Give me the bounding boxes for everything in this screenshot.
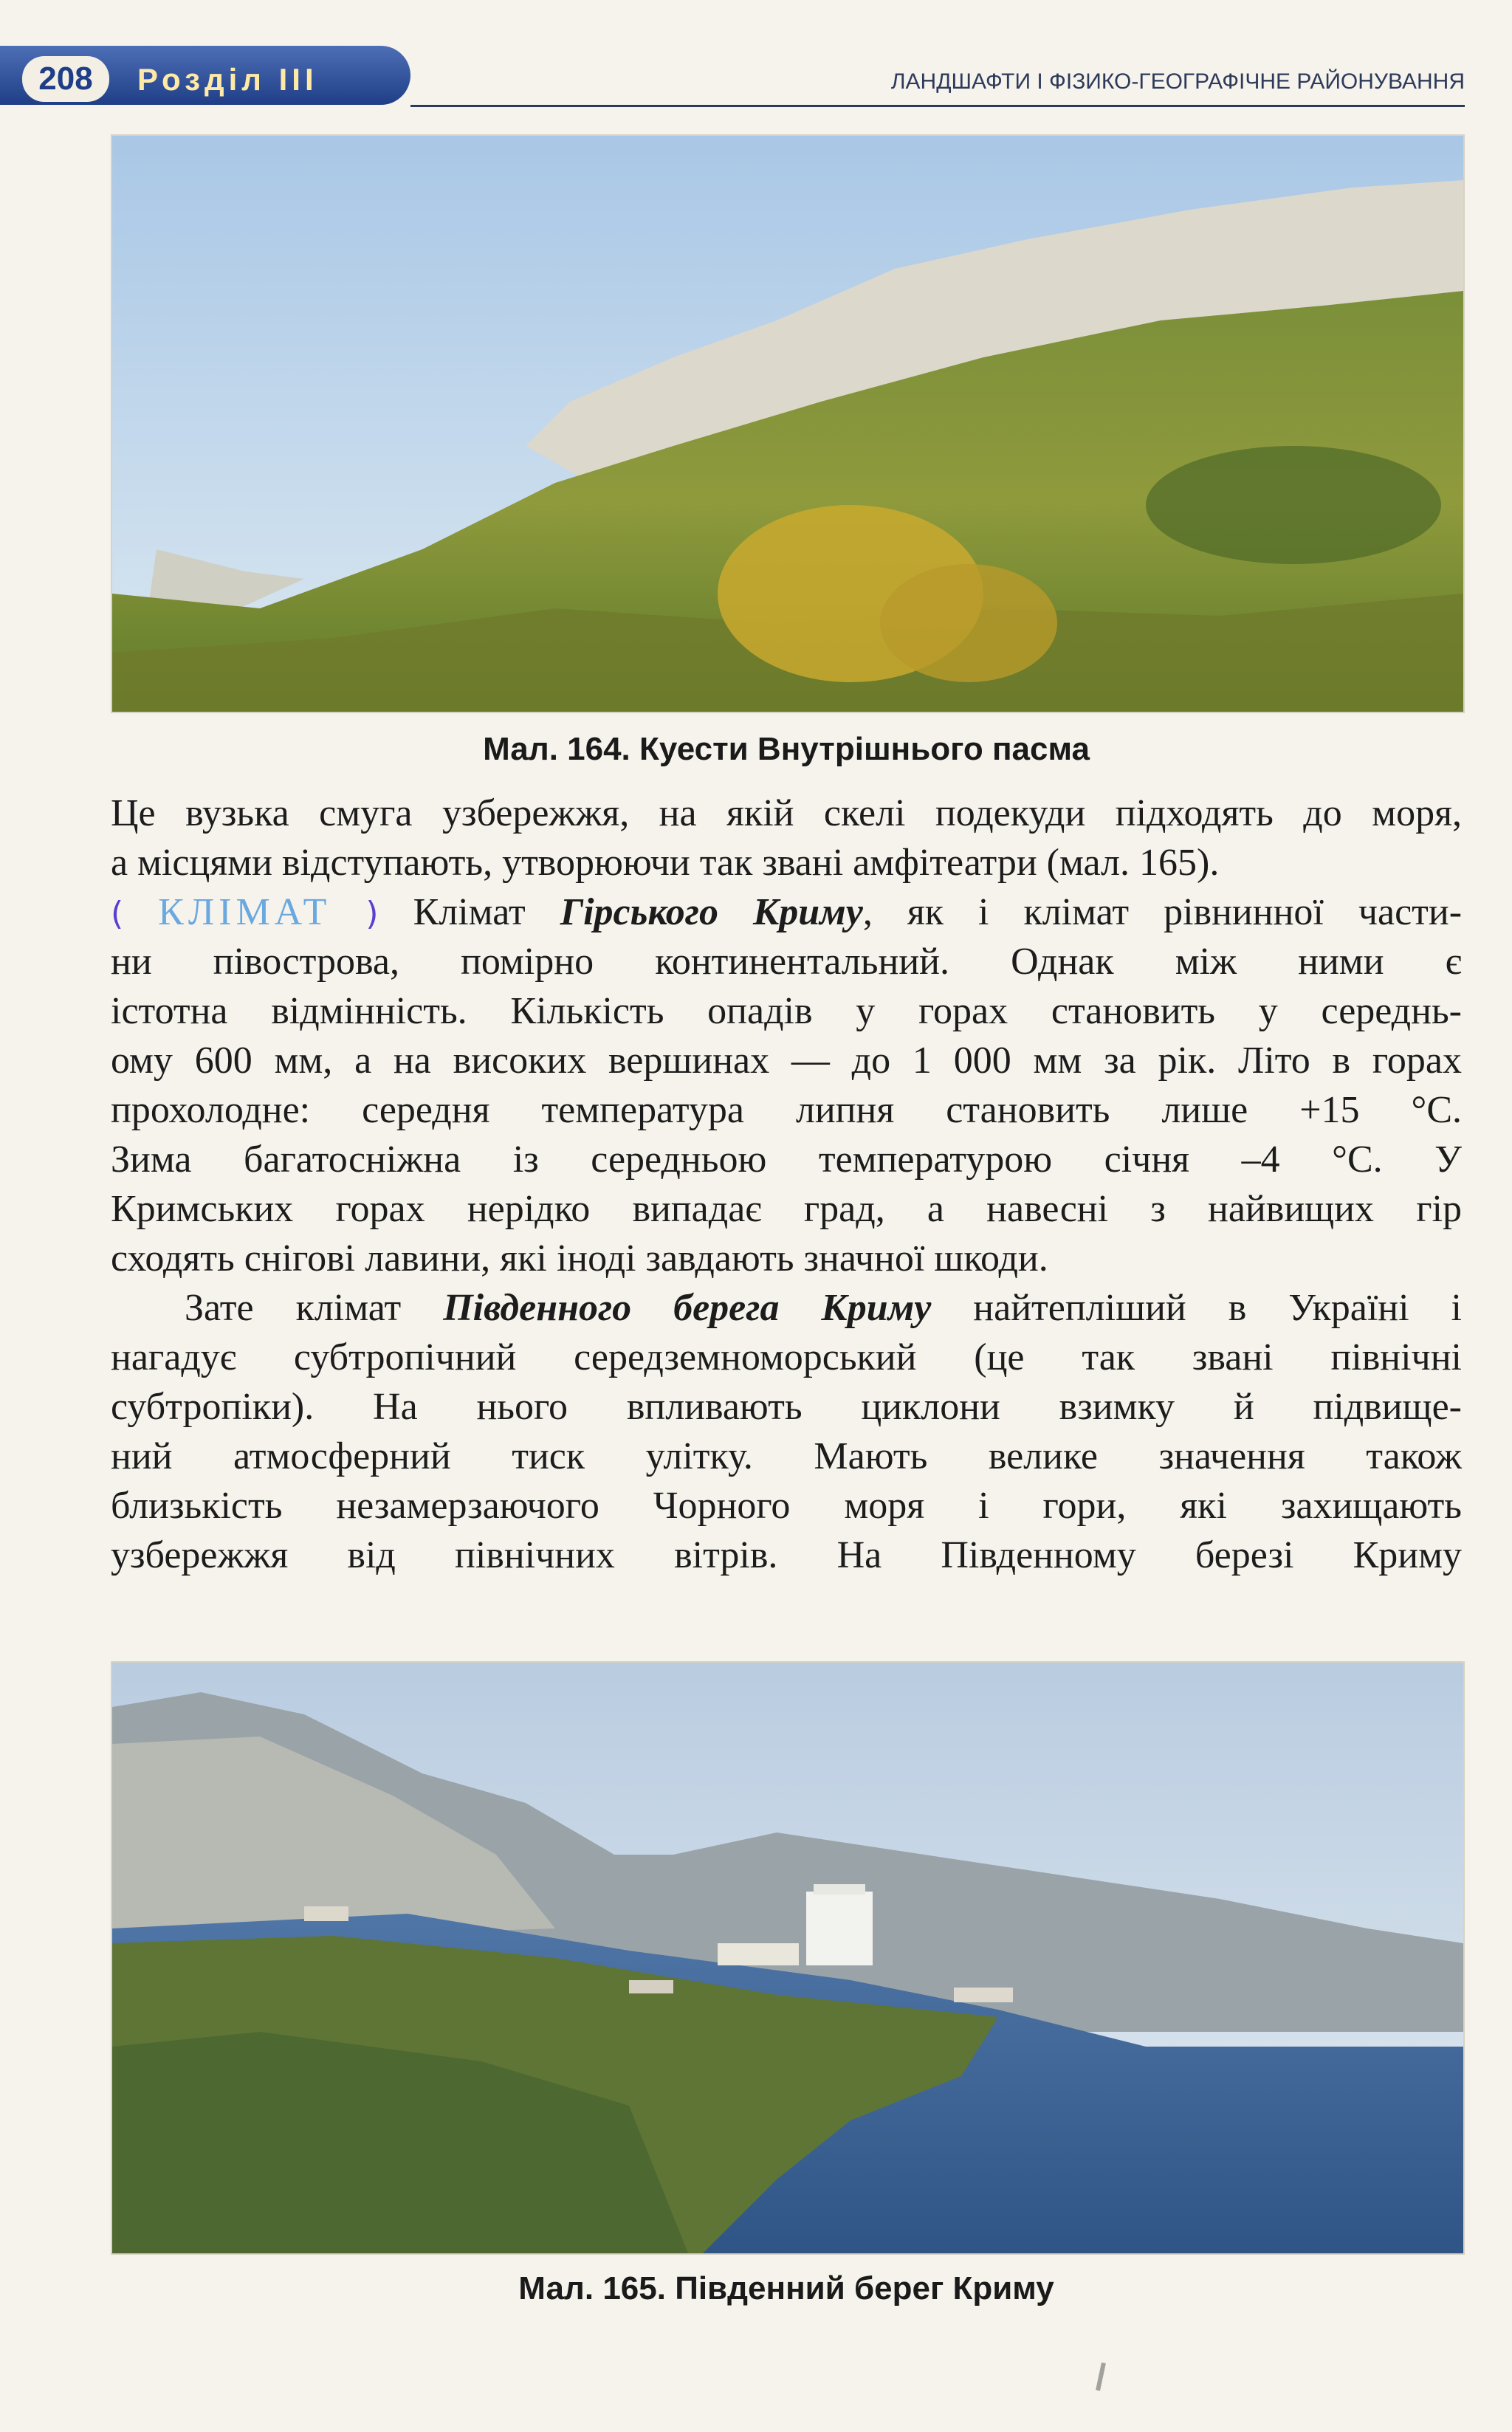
text-line: нагадує субтропічний середземноморський (це так звані північні — [111, 1336, 1462, 1378]
text-line: Це вузька смуга узбережжя, на якій скелі подекуди підходять до моря, — [111, 792, 1462, 834]
emphasis-term: Гірського Криму — [560, 891, 863, 933]
text-line: узбережжя від північних вітрів. На Південному березі Криму — [111, 1534, 1462, 1576]
text-line: Зима багатосніжна із середньою температурою січня –4 °С. У — [111, 1138, 1462, 1181]
text-line: ни півострова, помірно континентальний. Однак між ними є — [111, 941, 1462, 983]
text-span: найтепліший в Україні і — [973, 1287, 1462, 1329]
paragraph-southern-coast-climate — [111, 1283, 1462, 1580]
figure-cuestas-photo — [111, 134, 1465, 713]
header-rule — [410, 105, 1465, 107]
text-line: ний атмосферний тиск улітку. Мають велике значення також — [111, 1435, 1462, 1477]
text-span: Зате клімат — [185, 1287, 402, 1329]
text-span: , як і клімат рівнинної части- — [862, 891, 1463, 933]
coast-landscape-illustration — [112, 1663, 1463, 2253]
pen-tick-mark — [1096, 2363, 1106, 2391]
chapter-title: ЛАНДШАФТИ І ФІЗИКО-ГЕОГРАФІЧНЕ РАЙОНУВАННЯ — [890, 69, 1465, 94]
section-tab — [0, 46, 410, 105]
pen-mark-icon: ) — [365, 895, 379, 932]
text-line: сходять снігові лавини, які іноді завдають значної шкоди. — [111, 1237, 1048, 1279]
section-keyword: КЛІМАТ — [158, 891, 331, 933]
section-title: Розділ III — [137, 62, 318, 97]
text-line: ому 600 мм, а на високих вершинах — до 1 000 мм за рік. Літо в горах — [111, 1040, 1462, 1082]
text-line: субтропіки). На нього впливають циклони взимку й підвище- — [111, 1386, 1462, 1428]
text-line: прохолодне: середня температура липня становить лише +15 °С. — [111, 1089, 1462, 1131]
page-header — [0, 43, 1512, 102]
text-line: а місцями відступають, утворюючи так звані амфітеатри (мал. 165). — [111, 842, 1220, 884]
page-number: 208 — [22, 56, 109, 102]
figure-164-caption: Мал. 164. Куести Внутрішнього пасма — [483, 731, 1090, 767]
paragraph-coast-description — [111, 789, 1462, 887]
figure-165-caption: Мал. 165. Південний берег Криму — [518, 2270, 1054, 2306]
pen-mark-icon: ( — [111, 895, 124, 932]
paragraph-mountain-climate — [111, 887, 1462, 1283]
text-line: Кримських горах нерідко випадає град, а навесні з найвищих гір — [111, 1188, 1462, 1230]
cuesta-landscape-illustration — [112, 136, 1463, 712]
emphasis-term: Південного берега Криму — [443, 1287, 932, 1329]
text-line: близькість незамерзаючого Чорного моря і гори, які захищають — [111, 1485, 1462, 1527]
figure-southern-coast-photo — [111, 1661, 1465, 2255]
text-line: істотна відмінність. Кількість опадів у горах становить у середнь- — [111, 990, 1462, 1032]
text-span: Клімат — [413, 891, 526, 933]
